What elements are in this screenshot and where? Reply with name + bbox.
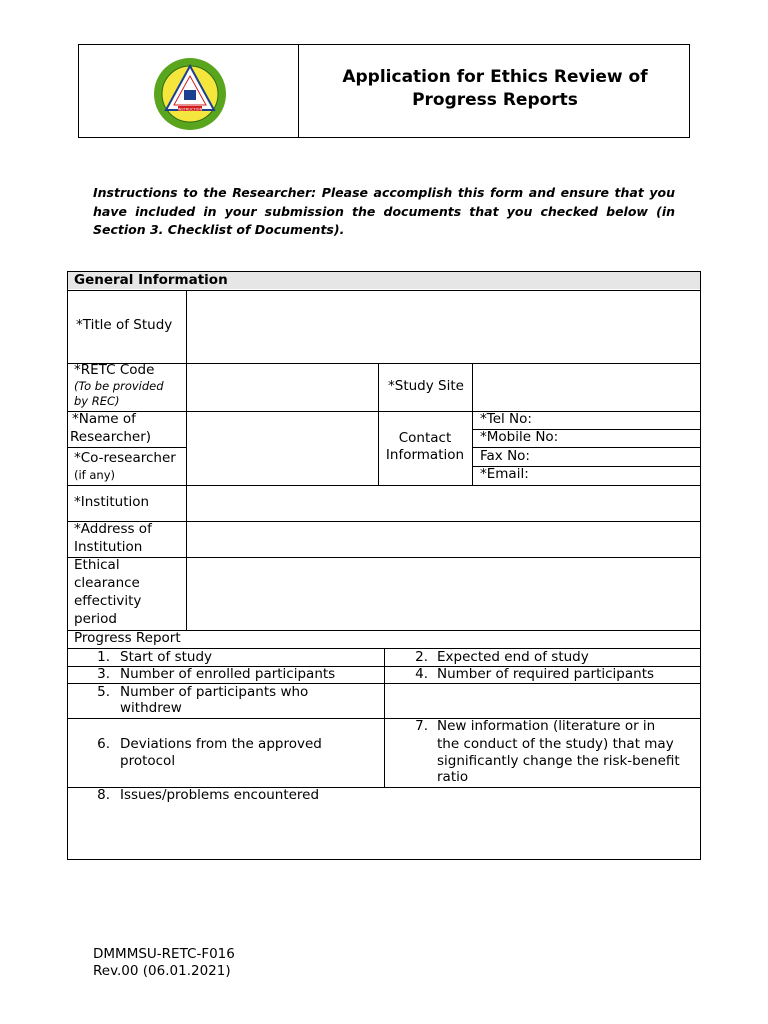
- label-address-2: Institution: [74, 539, 143, 555]
- issues-field[interactable]: [68, 805, 700, 859]
- label-mobile: *Mobile No:: [480, 429, 559, 445]
- item-4-text: Number of required participants: [437, 666, 655, 682]
- retc-note-2: by REC): [74, 394, 120, 408]
- university-seal-logo: [144, 52, 236, 136]
- item-2-number: 2.: [415, 649, 428, 665]
- label-title-of-study: *Title of Study: [76, 317, 173, 333]
- item-2-text: Expected end of study: [437, 649, 589, 665]
- co-researcher-note: (if any): [74, 468, 116, 482]
- label-ethical-4: period: [74, 611, 118, 627]
- seal-inner-text: INSTRUCTION: [177, 107, 203, 112]
- item-5-number: 5.: [97, 684, 110, 700]
- footer-revision: Rev.00 (06.01.2021): [93, 963, 231, 979]
- item-6-text-2: protocol: [120, 753, 176, 769]
- co-researcher-field[interactable]: [187, 448, 377, 484]
- item-5-text-1: Number of participants who: [120, 684, 309, 700]
- instructions-text: Instructions to the Researcher: Please accomplish this form and ensure that you have included in your submission the documents that you checked below (in Section 3. Checklist of Documents).: [93, 185, 675, 237]
- item-1-number: 1.: [97, 649, 110, 665]
- item-6-number: 6.: [97, 736, 110, 752]
- label-address-1: *Address of: [74, 521, 152, 537]
- item-4-number: 4.: [415, 666, 428, 682]
- label-progress-report: Progress Report: [74, 630, 181, 646]
- label-name-researcher-1: *Name of: [72, 411, 136, 427]
- form-title: [300, 66, 690, 112]
- item-7-text-4: ratio: [437, 769, 469, 785]
- label-contact-1: Contact: [398, 430, 452, 446]
- label-name-researcher-2: Researcher): [70, 429, 152, 445]
- retc-code-field[interactable]: [187, 364, 377, 410]
- ethical-clearance-field[interactable]: [187, 558, 700, 629]
- section-title: General Information: [74, 272, 228, 288]
- name-researcher-field[interactable]: [187, 412, 377, 446]
- label-tel: *Tel No:: [480, 411, 532, 427]
- title-of-study-field[interactable]: [187, 291, 700, 362]
- address-field[interactable]: [187, 522, 700, 556]
- item-5-text-2: withdrew: [120, 700, 182, 716]
- label-ethical-1: Ethical: [74, 557, 120, 573]
- footer-code: DMMMSU-RETC-F016: [93, 946, 235, 962]
- label-ethical-2: clearance: [74, 575, 140, 591]
- item-8-text: Issues/problems encountered: [120, 787, 320, 803]
- label-email: *Email:: [480, 466, 529, 482]
- label-fax: Fax No:: [480, 448, 530, 464]
- item-1-text: Start of study: [120, 649, 213, 665]
- item-7-text-3: significantly change the risk-benefit: [437, 753, 680, 769]
- study-site-field[interactable]: [473, 364, 700, 410]
- label-ethical-3: effectivity: [74, 593, 142, 609]
- label-contact-2: Information: [385, 447, 465, 463]
- header-divider: [298, 44, 299, 138]
- item-6-text-1: Deviations from the approved: [120, 736, 322, 752]
- document-footer: [93, 946, 235, 980]
- label-study-site: *Study Site: [388, 378, 464, 394]
- institution-field[interactable]: [187, 486, 700, 520]
- retc-note-1: (To be provided: [74, 379, 164, 393]
- label-retc-code: *RETC Code: [74, 362, 155, 378]
- item-3-text: Number of enrolled participants: [120, 666, 336, 682]
- label-institution: *Institution: [74, 494, 150, 510]
- label-co-researcher: *Co-researcher: [74, 450, 176, 466]
- item-3-number: 3.: [97, 666, 110, 682]
- item-7-text-1: New information (literature or in: [437, 718, 656, 734]
- form-title-line-2: Progress Reports: [412, 90, 578, 110]
- item-7-number: 7.: [415, 718, 428, 734]
- item-7-text-2: the conduct of the study) that may: [437, 736, 674, 752]
- form-title-line-1: Application for Ethics Review of: [342, 67, 648, 87]
- item-8-number: 8.: [97, 787, 110, 803]
